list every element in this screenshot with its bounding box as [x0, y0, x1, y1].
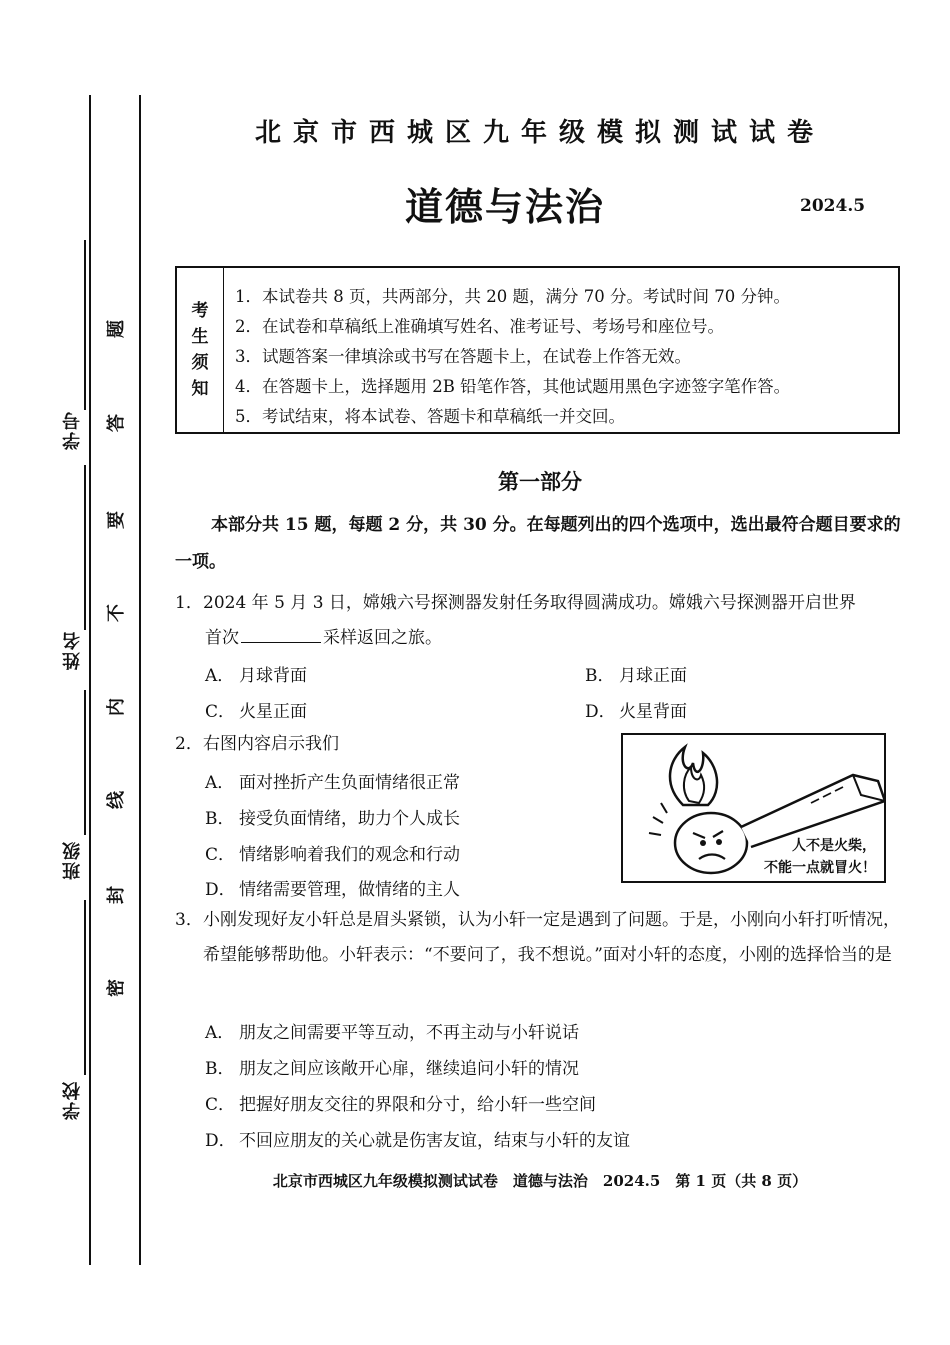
question-stem: 采样返回之旅。 — [323, 628, 442, 648]
student-id-blank[interactable] — [84, 240, 86, 410]
option-label: B． — [585, 666, 615, 686]
option-label: D． — [205, 1131, 236, 1151]
option-label: A． — [205, 666, 235, 686]
question-stem: 小刚发现好友小轩总是眉头紧锁，认为小轩一定是遇到了问题。于是，小刚向小轩打听情况，希望能够帮助他。小轩表示：“不要问了，我不想说。”面对小轩的态度，小刚的选择恰当的是 — [203, 910, 900, 965]
name-label: 姓名 — [62, 630, 83, 670]
notice-heading-char: 须 — [191, 353, 209, 373]
notice-item: 5．考试结束，将本试卷、答题卡和草稿纸一并交回。 — [235, 407, 625, 426]
option-text: 不回应朋友的关心就是伤害友谊，结束与小轩的友谊 — [239, 1131, 630, 1151]
option-c[interactable] — [205, 840, 460, 865]
school-label: 学校 — [62, 1080, 83, 1120]
option-text: 月球正面 — [619, 666, 687, 686]
cartoon-caption-line: 不能一点就冒火！ — [764, 860, 876, 876]
option-label: D． — [585, 702, 616, 722]
student-id-label: 学号 — [62, 410, 83, 450]
page-footer: 北京市西城区九年级模拟测试试卷 道德与法治 2024.5 第 1 页（共 8 页） — [272, 1172, 808, 1190]
notice-item: 1．本试卷共 8 页，共两部分，共 20 题，满分 70 分。考试时间 70 分钟。 — [235, 287, 790, 306]
option-label: C． — [205, 845, 236, 865]
option-text: 情绪需要管理，做情绪的主人 — [239, 880, 460, 900]
question-stem: 首次 — [205, 628, 239, 648]
option-c[interactable] — [205, 1090, 596, 1115]
option-label: B． — [205, 809, 235, 829]
option-text: 朋友之间应该敞开心扉，继续追问小轩的情况 — [239, 1059, 579, 1079]
option-label: A． — [205, 773, 235, 793]
notice-heading-char: 知 — [191, 379, 209, 399]
option-c[interactable] — [205, 697, 307, 722]
question-stem: 右图内容启示我们 — [203, 734, 339, 754]
option-b[interactable] — [205, 804, 460, 829]
seal-char: 密 — [106, 979, 127, 997]
option-text: 火星正面 — [239, 702, 307, 722]
option-text: 月球背面 — [239, 666, 307, 686]
class-blank[interactable] — [84, 690, 86, 835]
option-b[interactable] — [205, 1054, 579, 1079]
margin-outer-line — [89, 95, 91, 1265]
notice-list — [235, 282, 790, 432]
option-label: A． — [205, 1023, 235, 1043]
notice-item: 2．在试卷和草稿纸上准确填写姓名、准考证号、考场号和座位号。 — [235, 317, 724, 336]
candidate-notice-box — [175, 266, 900, 434]
option-label: C． — [205, 702, 236, 722]
option-text: 朋友之间需要平等互动，不再主动与小轩说话 — [239, 1023, 579, 1043]
class-label: 班级 — [62, 840, 83, 880]
option-label: D． — [205, 880, 236, 900]
match-cartoon — [621, 733, 886, 883]
option-text: 把握好朋友交往的界限和分寸，给小轩一些空间 — [239, 1095, 596, 1115]
seal-char: 不 — [106, 604, 127, 622]
option-a[interactable] — [205, 768, 460, 793]
option-text: 接受负面情绪，助力个人成长 — [239, 809, 460, 829]
notice-heading-char: 考 — [191, 301, 209, 321]
seal-char: 题 — [106, 320, 127, 338]
option-a[interactable] — [205, 661, 307, 686]
question-2 — [175, 727, 595, 762]
question-stem: 2024 年 5 月 3 日，嫦娥六号探测器发射任务取得圆满成功。嫦娥六号探测器开启世界 — [203, 593, 856, 613]
notice-heading — [177, 268, 224, 432]
option-text: 火星背面 — [619, 702, 687, 722]
question-number: 1． — [175, 593, 203, 613]
question-1 — [175, 586, 905, 656]
option-d[interactable] — [205, 875, 460, 900]
part-instructions: 本部分共 15 题，每题 2 分，共 30 分。在每题列出的四个选项中，选出最符合题目要求的一项。 — [175, 515, 901, 572]
option-d[interactable] — [205, 1126, 630, 1151]
seal-char: 线 — [106, 791, 127, 809]
question-number: 3． — [175, 910, 203, 930]
option-label: B． — [205, 1059, 235, 1079]
option-text: 面对挫折产生负面情绪很正常 — [239, 773, 460, 793]
notice-item: 4．在答题卡上，选择题用 2B 铅笔作答，其他试题用黑色字迹签字笔作答。 — [235, 377, 791, 396]
question-number: 2． — [175, 734, 203, 754]
part-title: 第一部分 — [498, 469, 582, 494]
exam-date: 2024.5 — [800, 196, 866, 216]
exam-title: 北京市西城区九年级模拟测试试卷 — [254, 118, 825, 148]
option-d[interactable] — [585, 697, 687, 722]
seal-char: 封 — [106, 886, 127, 904]
cartoon-caption — [764, 835, 876, 879]
option-text: 情绪影响着我们的观念和行动 — [239, 845, 460, 865]
option-label: C． — [205, 1095, 236, 1115]
question-3 — [175, 903, 905, 973]
seal-char: 要 — [106, 511, 127, 529]
seal-char: 答 — [106, 414, 127, 432]
name-blank[interactable] — [84, 465, 86, 630]
school-blank[interactable] — [84, 900, 86, 1075]
margin-inner-line — [139, 95, 141, 1265]
option-a[interactable] — [205, 1018, 579, 1043]
notice-heading-char: 生 — [191, 327, 209, 347]
answer-blank[interactable] — [241, 624, 321, 643]
option-b[interactable] — [585, 661, 687, 686]
cartoon-caption-line: 人不是火柴， — [792, 838, 876, 854]
subject-title: 道德与法治 — [404, 184, 605, 229]
seal-char: 内 — [106, 698, 127, 716]
notice-item: 3．试题答案一律填涂或书写在答题卡上，在试卷上作答无效。 — [235, 347, 691, 366]
